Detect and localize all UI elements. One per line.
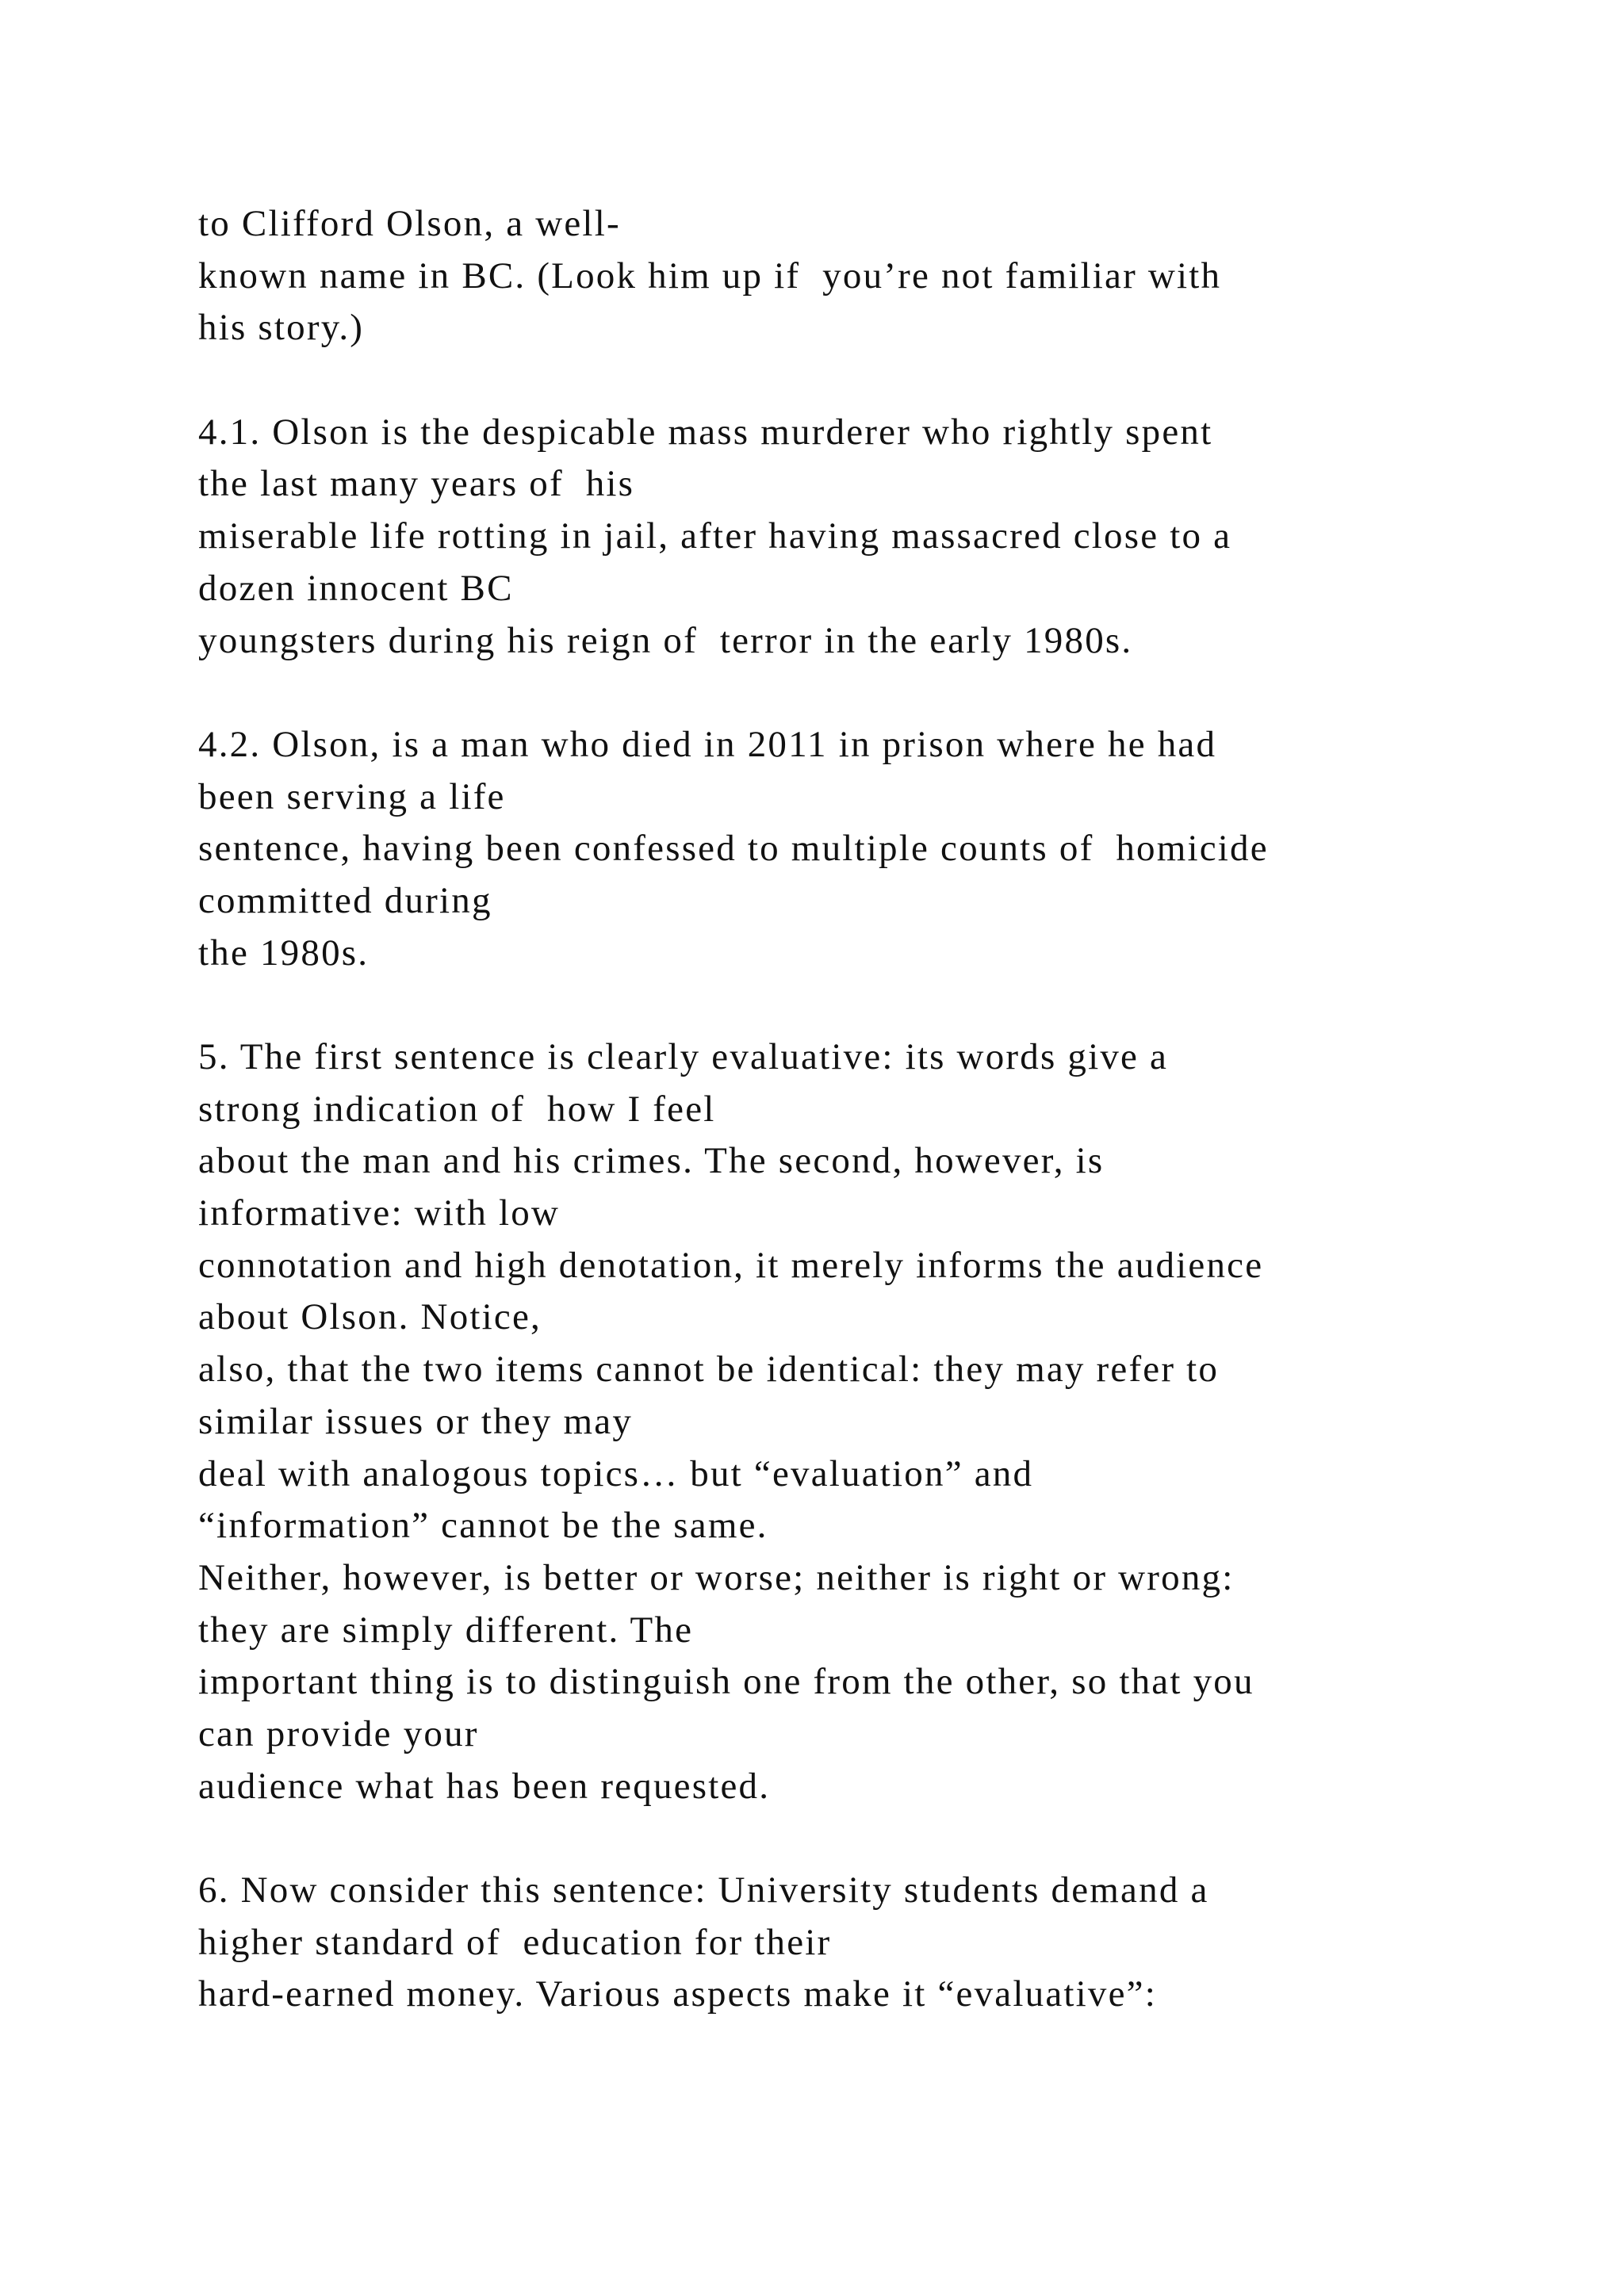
text-line: “information” cannot be the same.	[198, 1505, 768, 1547]
text-line: also, that the two items cannot be identical: they may refer to	[198, 1349, 1220, 1391]
text-line: deal with analogous topics… but “evaluation” and	[198, 1452, 1034, 1494]
text-line: strong indication of how I feel	[198, 1088, 716, 1130]
text-line: known name in BC. (Look him up if you’re not familiar with	[198, 254, 1222, 297]
paragraph-gap	[198, 1812, 1546, 1865]
text-line: youngsters during his reign of terror in the early 1980s.	[198, 619, 1133, 661]
text-line: hard-earned money. Various aspects make it “evaluative”:	[198, 1973, 1157, 2015]
text-line: informative: with low	[198, 1192, 561, 1234]
text-line: they are simply different. The	[198, 1609, 694, 1651]
text-line: miserable life rotting in jail, after having massacred close to a	[198, 515, 1232, 557]
text-line: Neither, however, is better or worse; neither is right or wrong:	[198, 1556, 1235, 1598]
text-line: 6. Now consider this sentence: University students demand a	[198, 1869, 1209, 1911]
text-line: the 1980s.	[198, 932, 370, 974]
text-line: his story.)	[198, 307, 365, 349]
text-line: 4.1. Olson is the despicable mass murderer who rightly spent	[198, 411, 1213, 453]
text-line: to Clifford Olson, a well-	[198, 203, 621, 244]
paragraph-gap	[198, 979, 1546, 1031]
text-line: committed during	[198, 879, 492, 921]
text-line: about Olson. Notice,	[198, 1296, 542, 1338]
text-line: been serving a life	[198, 775, 506, 817]
text-line: higher standard of education for their	[198, 1921, 832, 1963]
text-line: connotation and high denotation, it merely informs the audience	[198, 1244, 1264, 1286]
text-line: sentence, having been confessed to multiple counts of homicide	[198, 828, 1269, 870]
paragraph-gap	[198, 354, 1546, 407]
document-body	[198, 198, 1546, 2021]
text-line: 5. The first sentence is clearly evaluative: its words give a	[198, 1036, 1169, 1077]
text-line: the last many years of his	[198, 463, 635, 505]
text-line: about the man and his crimes. The second, however, is	[198, 1140, 1105, 1182]
text-line: similar issues or they may	[198, 1400, 634, 1442]
text-line: 4.2. Olson, is a man who died in 2011 in prison where he had	[198, 723, 1217, 765]
paragraph-gap	[198, 667, 1546, 719]
text-line: audience what has been requested.	[198, 1765, 771, 1807]
text-line: can provide your	[198, 1712, 479, 1755]
text-line: important thing is to distinguish one from the other, so that you	[198, 1661, 1254, 1703]
text-line: dozen innocent BC	[198, 567, 514, 609]
